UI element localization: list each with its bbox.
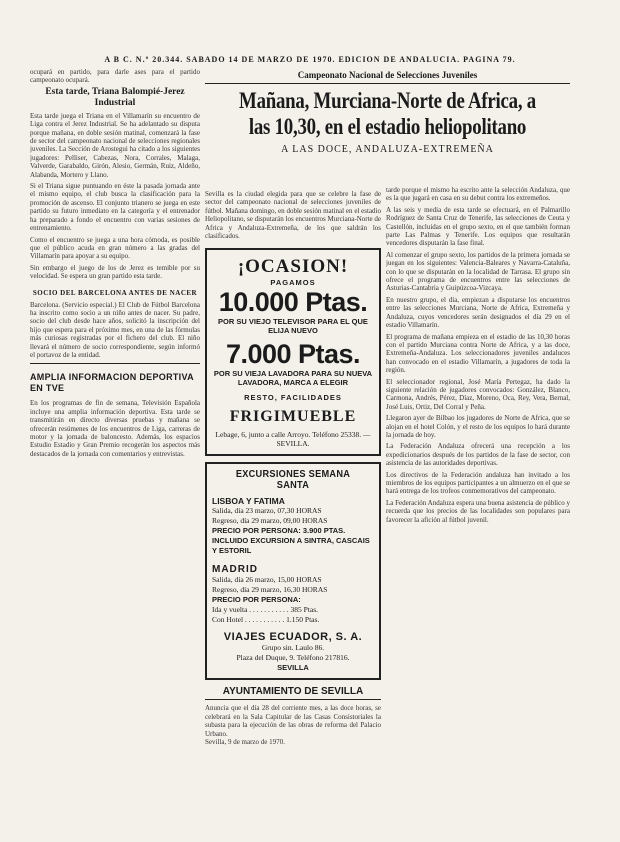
col1-paragraph: Sin embargo el juego de los de Jerez es temible por su velocidad. Se espera un gran partido esta tarde. [30, 263, 200, 281]
col1-paragraph: Esta tarde juega el Triana en el Villamarín su encuentro de Liga contra el Jerez Industrial. Se ha adelantado su disputa porque mañana, en doble sesión matinal, comenzará la fase de sector del campeonato nacional de selecciones regionales juveniles. La Sección de Arostegui ha citado a los siguientes jugadores: Pelliser, Cabezas, Nora, Corrales, Malaga, Valverde, Garabaldo, Girón, Alesio, Germán, Ruiz, Aldeño, Alabanda, Mortero y Llano. [30, 111, 200, 179]
col1-paragraph: En los programas de fin de semana, Televisión Española incluye una amplia información deportiva. Esta tarde se transmitirán en directo diversas pruebas y mañana se ofrecerán resúmenes de los encuentros de Liga, carreras de motor y la jornada de baloncesto. Además, los espacios Estudio Estadio y Gran Premio recogerán los aspectos más destacados de la jornada con comentarios y entrevistas. [30, 399, 200, 458]
barcelona-headline: SOCIO DEL BARCELONA ANTES DE NACER [32, 288, 198, 297]
destination-madrid: MADRID [212, 564, 258, 576]
travel-line: Regreso, día 29 marzo, 09,00 HORAS [212, 516, 328, 526]
travel-agency: VIAJES ECUADOR, S. A. [223, 631, 363, 644]
col1-paragraph: Como el encuentro se juega a una hora cómoda, es posible que el público acuda en gran número a las gradas del Villamarín para apoyar a su equipo. [30, 235, 200, 261]
col1-intro: ocupará en partido, para darle ases para el partido campeonato ocupará. [30, 68, 200, 85]
center-column [205, 190, 381, 838]
travel-line: Regreso, día 29 marzo, 16,30 HORAS [212, 585, 328, 595]
col2-paragraph: Sevilla es la ciudad elegida para que se celebre la fase de sector del campeonato nacional de selecciones juveniles de fútbol. Mañana domingo, en doble sesión matinal en el estadio Heliopolitano, se disputarán los encuentros Murciana-Norte de Africa y Andaluza-Extremeña, de los que saldrán los clasificados. [205, 190, 381, 241]
triana-headline: Esta tarde, Triana Balompié-Jerez Industrial [45, 86, 185, 108]
col3-paragraph: La Federación Andaluza espera una buena asistencia de público y recuerda que los precios de las localidades son populares para favorecer la afición al fútbol juvenil. [386, 498, 570, 524]
col3-paragraph: El programa de mañana empieza en el estadio de las 10,30 horas con el partido Murciana contra Norte de Africa, y a las doce, Extremeña-Andaluza. Los seleccionadores juveniles andaluces han convocado en el estadio Villamarín, a jugadores de toda la región. [386, 332, 570, 375]
travel-line: INCLUIDO EXCURSION A SINTRA, CASCAIS Y ESTORIL [212, 536, 370, 556]
col3-paragraph: Los directivos de la Federación andaluza han invitado a los miembros de los equipos participantes a un almuerzo en el que se hará entrega de los trofeos conmemorativos del campeonato. [386, 470, 570, 496]
travel-line: Con Hotel . . . . . . . . . . . 1.150 Ptas. [212, 615, 320, 625]
col3-paragraph: En nuestro grupo, el día, empiezan a disputarse los encuentros entre las selecciones Murciana, Norte de Africa, Extremeña y Andaluza, cuyos vencedores serán designados el día 29 en el estadio Villamarín. [386, 295, 570, 330]
right-column [386, 186, 570, 838]
ayuntamiento-title: AYUNTAMIENTO DE SEVILLA [205, 686, 381, 700]
col1-paragraph: Si el Triana sigue puntuando en éste la pasada jornada ante el mismo equipo, el club busca la clasificación para la promoción de ascenso. El conjunto trianero se juega en este partido su futuro inmediato en la categoría y el entrenador ha preparado a fondo el encuentro con varias sesiones de entrenamiento. [30, 182, 200, 233]
page-header: A B C. N.º 20.344. SABADO 14 DE MARZO DE 1970. EDICION DE ANDALUCIA. PAGINA 79. [104, 55, 516, 64]
left-column [30, 68, 200, 838]
ad-brand: FRIGIMUEBLE [229, 408, 357, 426]
ad-tv-line: POR SU VIEJO TELEVISOR PARA EL QUE ELIJA NUEVO [218, 317, 368, 336]
travel-line: Ida y vuelta . . . . . . . . . . . 385 Ptas. [212, 605, 319, 615]
main-headline-block [205, 70, 570, 155]
travel-line: PRECIO POR PERSONA: [212, 595, 301, 605]
ayuntamiento-date: Sevilla, 9 de marzo de 1970. [205, 738, 285, 747]
agency-address: Grupo sin. Laulo 86. [261, 643, 325, 653]
col3-paragraph: Llegaron ayer de Bilbao los jugadores de Norte de Africa, que se alojan en el hotel Colón, y el resto de los equipos lo hará durante la jornada de hoy. [386, 414, 570, 439]
ad-title: ¡OCASION! [237, 256, 349, 278]
agency-city: SEVILLA [277, 663, 309, 673]
travel-line: Salida, día 26 marzo, 15,00 HORAS [212, 575, 322, 585]
ad-washer-line: POR SU VIEJA LAVADORA PARA SU NUEVA LAVADORA, MARCA A ELEGIR [213, 369, 373, 388]
agency-address: Plaza del Duque, 9. Teléfono 217816. [236, 653, 350, 663]
col1-paragraph: Barcelona. (Servicio especial.) El Club de Fútbol Barcelona ha inscrito como socio a un niño antes de nacer. Su padre, socio del club desde hace años, solicitó la inscripción del hijo que espera para el próximo mes, en una de las fórmulas más curiosas registradas por el fichero del club. El niño llevará el número de socio correspondiente, según informó el portavoz de la entidad. [30, 300, 200, 359]
travel-line: Salida, día 23 marzo, 07,30 HORAS [212, 506, 322, 516]
col3-paragraph: La Federación Andaluza ofrecerá una recepción a los expedicionarios después de los partidos de la fase de sector, con asistencia de las autoridades deportivas. [386, 442, 570, 468]
ad-price-washer: 7.000 Ptas. [225, 339, 361, 370]
headline-subtitle: A LAS DOCE, ANDALUZA-EXTREMEÑA [281, 144, 494, 155]
divider [30, 363, 200, 364]
headline-kicker: Campeonato Nacional de Selecciones Juveniles [205, 70, 570, 84]
destination-lisboa: LISBOA Y FATIMA [212, 496, 285, 507]
col3-paragraph: El seleccionador regional, José María Pertegaz, ha dado la siguiente relación de jugadores convocados: González, Blanco, Carmona, Andrés, Pérez, Díaz, Moreno, Oca, Rey, Vera, Bernal, José Luis, Ortiz, Del Corral y Peña. [386, 377, 570, 411]
ad-price-tv: 10.000 Ptas. [218, 287, 368, 318]
col3-paragraph: A las seis y media de esta tarde se efectuará, en el Palmarillo Rodríguez de Santa Cruz de Tenerife, las selecciones de Ceuta y Castellón, incluidas en el grupo sexto, en el que también forman parte Las Palmas y Tenerife. Los equipos que resultarán vencedores disputarán la fase final. [386, 205, 570, 248]
travel-line: PRECIO POR PERSONA: 3.900 PTAS. [212, 526, 346, 536]
travel-ad [205, 462, 381, 680]
frigimueble-ad [205, 248, 381, 456]
ad-terms: RESTO, FACILIDADES [244, 393, 342, 403]
tve-headline: AMPLIA INFORMACION DEPORTIVA EN TVE [30, 372, 194, 394]
ad-address: Lebage, 6, junto a calle Arroyo. Teléfono 25338. — SEVILLA. [215, 430, 371, 449]
col3-paragraph: Al comenzar el grupo sexto, los partidos de la primera jornada se juegan en los siguientes: Valencia-Baleares y Navarra-Cataluña, con lo que se disputarán en la localidad de Tarrasa. El grupo sin ofrece el programa de encuentros entre las selecciones de Asturias-Cantabria y Guipúzcoa-Vizcaya. [386, 250, 570, 293]
col3-paragraph: tarde porque el mismo ha escrito ante la selección Andaluza, que es la que jugará en casa en su debut contra los extremeños. [386, 186, 570, 203]
ad-pay: PAGAMOS [270, 278, 316, 288]
ayuntamiento-text: Anuncia que el día 28 del corriente mes, a las doce horas, se celebrará en la Sala Capitular de las Casas Consistoriales la subasta para la ejecución de las obras de reforma del Palacio Urbano. [205, 704, 381, 738]
main-headline: Mañana, Murciana-Norte de Africa, a las 10,30, en el estadio heliopolitano [239, 88, 536, 139]
travel-title: EXCURSIONES SEMANA SANTA [235, 469, 351, 492]
